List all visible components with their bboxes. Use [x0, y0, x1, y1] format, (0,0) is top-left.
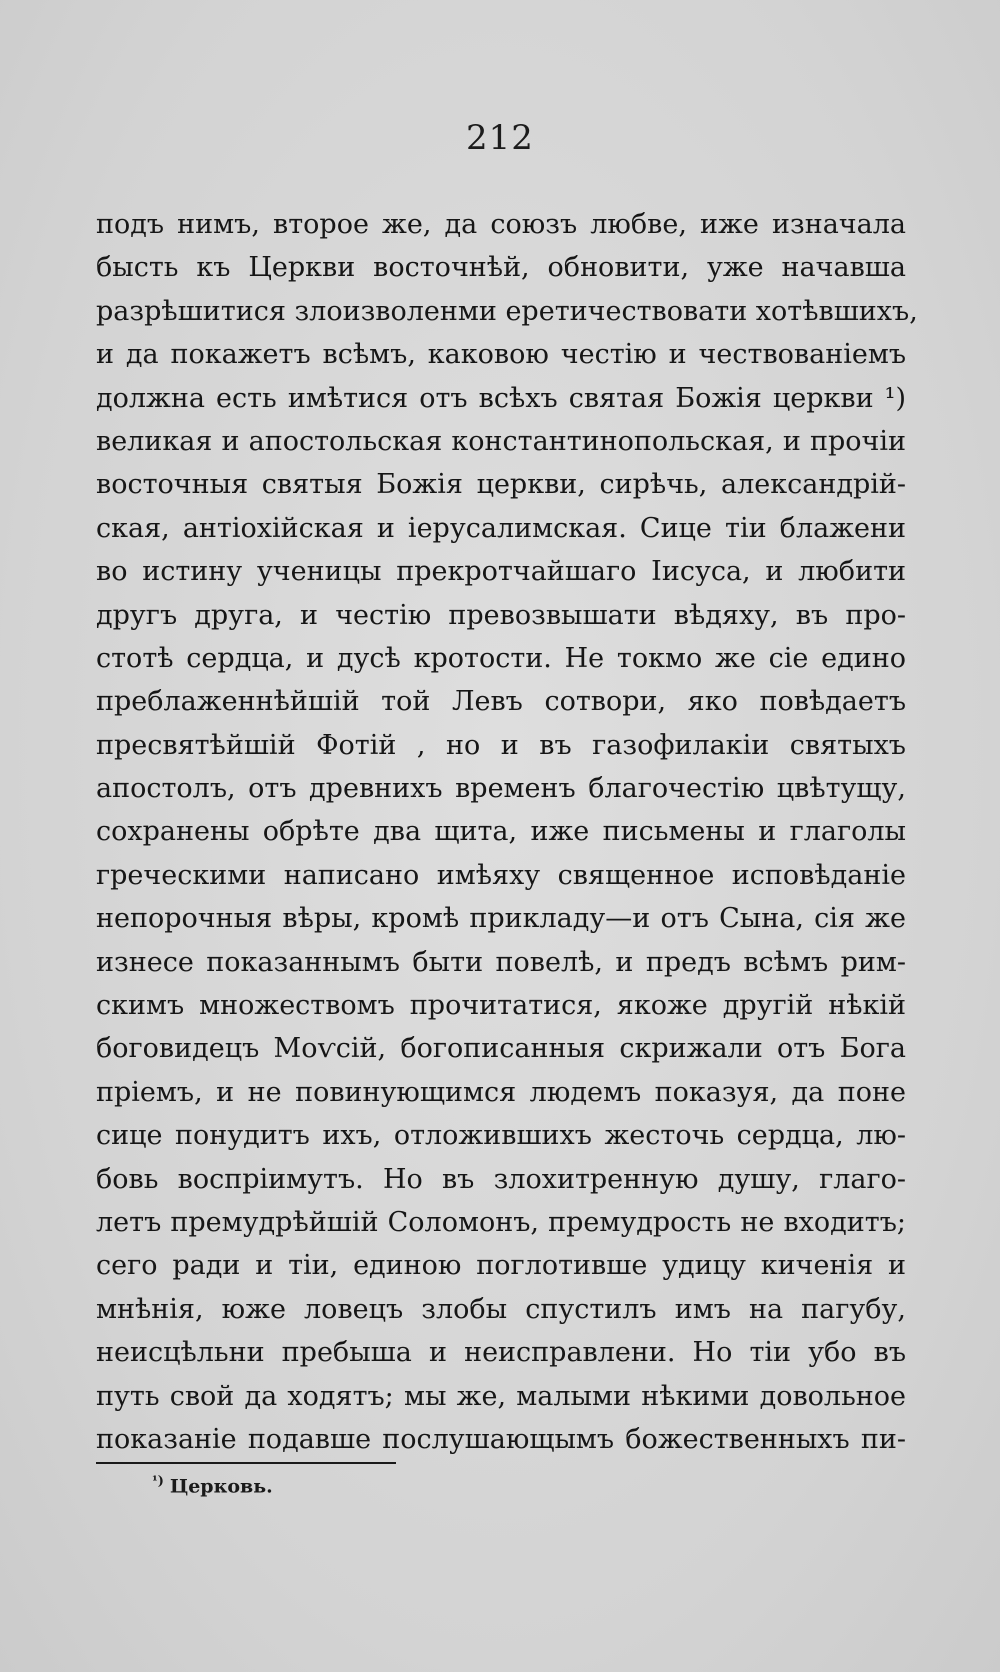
text-line: мнѣнія, юже ловецъ злобы спустилъ имъ на пагубу, — [96, 1293, 906, 1325]
text-line: и да покажетъ всѣмъ, каковою честію и чествованіемъ — [96, 339, 906, 371]
text-line: сего ради и тіи, единою поглотивше удицу киченія и — [96, 1250, 906, 1282]
text-line: пресвятѣйшій Фотій , но и въ газофилакіи святыхъ — [96, 729, 906, 761]
text-line: стотѣ сердца, и дусѣ кротости. Не токмо же сіе едино — [96, 642, 906, 674]
text-line: неисцѣльни пребыша и неисправлени. Но тіи убо въ — [96, 1337, 906, 1369]
footnote-marker: ¹) — [152, 1474, 164, 1489]
text-line: преблаженнѣйшій той Левъ сотвори, яко повѣдаетъ — [96, 686, 906, 718]
text-line: летъ премудрѣйшій Соломонъ, премудрость не входитъ; — [96, 1206, 906, 1238]
text-line: бовь воспріимутъ. Но въ злохитренную душу, глаго- — [96, 1163, 906, 1195]
text-line: великая и апостольская константинопольская, и прочіи — [96, 425, 906, 457]
text-line: разрѣшитися злоизволенми еретичествовати хотѣвшихъ, — [96, 295, 918, 327]
page-number: 212 — [466, 118, 534, 158]
text-line: бысть къ Церкви восточнѣй, обновити, уже начавша — [96, 252, 906, 284]
footnote — [152, 1474, 273, 1497]
text-line: показаніе подавше послушающымъ божественныхъ пи- — [96, 1423, 906, 1455]
text-line: восточныя святыя Божія церкви, сирѣчь, александрій- — [96, 469, 906, 501]
text-line: изнесе показаннымъ быти повелѣ, и предъ всѣмъ рим- — [96, 946, 906, 978]
text-line: боговидецъ Моѵсій, богописанныя скрижали отъ Бога — [96, 1033, 906, 1065]
text-line: пріемъ, и не повинующимся людемъ показуя, да поне — [96, 1076, 906, 1108]
text-line: сице понудитъ ихъ, отложившихъ жесточь сердца, лю- — [96, 1120, 906, 1152]
footnote-text: Церковь. — [169, 1475, 273, 1498]
text-line: апостолъ, отъ древнихъ временъ благочестію цвѣтущу, — [96, 773, 906, 805]
text-line: сохранены обрѣте два щита, иже письмены и глаголы — [96, 816, 906, 848]
text-line: другъ друга, и честію превозвышати вѣдяху, въ про- — [96, 599, 906, 631]
text-line: ская, антіохійская и іерусалимская. Сице тіи блажени — [96, 512, 906, 544]
text-line: путь свой да ходятъ; мы же, малыми нѣкими довольное — [96, 1380, 906, 1412]
text-line: греческими написано имѣяху священное исповѣданіе — [96, 859, 906, 891]
text-line: подъ нимъ, второе же, да союзъ любве, иже изначала — [96, 209, 906, 240]
body-text — [96, 203, 918, 1461]
text-line: должна есть имѣтися отъ всѣхъ святая Божія церкви ¹) — [96, 382, 906, 414]
text-line: во истину ученицы прекротчайшаго Іисуса, и любити — [96, 556, 906, 588]
footnote-rule — [96, 1462, 396, 1464]
text-line: непорочныя вѣры, кромѣ прикладу—и отъ Сына, сія же — [96, 903, 906, 935]
text-line: скимъ множествомъ прочитатися, якоже другій нѣкій — [96, 990, 906, 1022]
